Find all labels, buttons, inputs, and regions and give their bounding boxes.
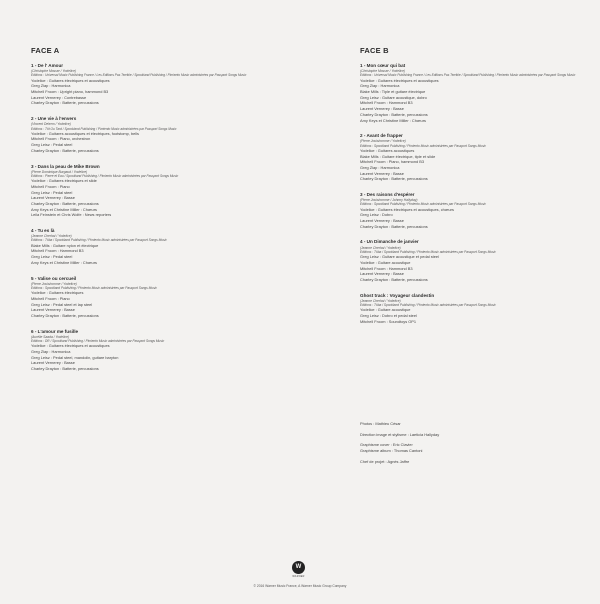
musician-credit: Charley Drayton : Batterie, percussions bbox=[360, 223, 428, 229]
track-writers: (Vincent Delerm / Yodelice) bbox=[31, 122, 71, 127]
musician-credit: Laurent Vernerey : Basse bbox=[360, 106, 404, 112]
track-editions: Editions : Spookland Publishing / Pimiento Music administrées par Passport Songs Music bbox=[360, 202, 486, 207]
track-writers: (Christophe Mosser / Yodelice) bbox=[360, 69, 406, 74]
face-a-column bbox=[31, 46, 271, 382]
musician-credit: Greg Leisz : Pedal steel et lap steel bbox=[31, 301, 93, 307]
track-entry bbox=[360, 63, 600, 123]
track-editions: Editions : Pierre et Eau / Spookland Publishing / Pimiento Music administrées par Passport Songs Music bbox=[31, 173, 179, 178]
track-writers: (Pierre Jouishomme / Yodelice) bbox=[360, 139, 406, 144]
musician-credit: Charley Drayton : Batterie, percussions bbox=[360, 111, 428, 117]
track-entry bbox=[360, 192, 600, 229]
track-title: 1 - Mon cœur qui bat bbox=[360, 63, 406, 68]
musician-credit: Laurent Vernerey : Basse bbox=[360, 170, 404, 176]
musician-credit: Greg Leisz : Pedal steel bbox=[31, 254, 73, 260]
face-b-track-list bbox=[360, 63, 600, 324]
track-entry bbox=[31, 276, 271, 319]
musician-credit: Charley Drayton : Batterie, percussions bbox=[31, 100, 99, 106]
track-title: Ghost track : Voyageur clandestin bbox=[360, 292, 435, 298]
musician-credit: Laurent Vernerey : Basse bbox=[360, 218, 404, 224]
track-writers: (Christophe Mosser / Yodelice) bbox=[31, 69, 77, 74]
musician-credit: Greg Leisz : Guitare acoustique, dobro bbox=[360, 94, 427, 100]
musician-credit: Amy Keys et Christine Miller : Chœurs bbox=[31, 206, 97, 212]
warner-logo-label: WARNER bbox=[292, 575, 305, 578]
track-writers: (Jeanne Cherhal / Yodelice) bbox=[360, 298, 401, 303]
track-entry bbox=[31, 63, 271, 106]
face-b-title: FACE B bbox=[360, 46, 389, 55]
face-b-column bbox=[360, 46, 600, 334]
musician-credit: Mitchell Froom : Hammond B3 bbox=[360, 265, 413, 271]
musician-credit: Greg Leisz : Pedal steel, mandolin, guitare baryton bbox=[31, 354, 119, 360]
musician-credit: Mitchell Froom : Soundtoys OP1 bbox=[360, 318, 417, 324]
musician-credit: Greg Zlap : Harmonica bbox=[31, 348, 71, 354]
musician-credit: Yodelice : Guitares acoustiques bbox=[360, 147, 415, 153]
album-credits bbox=[360, 421, 580, 465]
musician-credit: Laurent Vernerey : Basse bbox=[31, 195, 75, 201]
track-entry bbox=[360, 239, 600, 282]
track-title: 4 - Tu es là bbox=[31, 228, 55, 234]
musician-credit: Yodelice : Guitare acoustique bbox=[360, 307, 411, 313]
musician-credit: Yodelice : Guitares électriques et acoustiques bbox=[360, 77, 439, 83]
musician-credit: Mitchell Froom : Upright piano, hammond B3 bbox=[31, 89, 109, 95]
track-title: 6 - L'amour me fusille bbox=[31, 328, 79, 334]
face-a-track-list bbox=[31, 63, 271, 372]
musician-credit: Charley Drayton : Batterie, percussions bbox=[360, 176, 428, 182]
track-editions: Editions : Universal Music Publishing France / Les Editions Pas Terrible / Spookland Publishing / Pimiento Music administrées par Passport Songs Music bbox=[360, 73, 576, 78]
musician-credit: Mitchell Froom : Piano, hammond B3 bbox=[360, 159, 425, 165]
track-title: 2 - Une vie à l'envers bbox=[31, 116, 77, 122]
credit-photos: Photos : Mathieu César bbox=[360, 421, 401, 426]
track-entry bbox=[31, 164, 271, 219]
track-editions: Editions : Spookland Publishing / Pimiento Music administrées par Passport Songs Music bbox=[360, 143, 486, 148]
musician-credit: Greg Leisz : Pedal steel bbox=[31, 142, 73, 148]
musician-credit: Yodelice : Guitares acoustiques et électriques, footstomp, bells bbox=[31, 130, 139, 136]
track-entry bbox=[360, 133, 600, 182]
musician-credit: Yodelice : Guitares électriques et acoustiques bbox=[31, 77, 110, 83]
musician-credit: Yodelice : Guitares électriques et acoustiques, chœurs bbox=[360, 206, 454, 212]
track-writers: (Jeanne Cherhal / Yodelice) bbox=[31, 234, 72, 239]
credit-graphisme-album: Graphisme album : Thomas Cantoni bbox=[360, 448, 423, 454]
track-editions: Editions : Universal Music Publishing France / Les Editions Pas Terrible / Spookland Publishing / Pimiento Music administrées par Passport Songs Music bbox=[31, 73, 247, 78]
track-title: 4 - Un Dimanche de janvier bbox=[360, 239, 419, 245]
track-title: 3 - Des raisons d'espérer bbox=[360, 192, 415, 198]
track-entry bbox=[31, 329, 271, 372]
track-title: 3 - Dans la peau de Mike Brown bbox=[31, 163, 100, 169]
track-editions: Editions : Spookland Publishing / Pimiento Music administrées par Passport Songs Music bbox=[31, 285, 157, 290]
track-writers: (Jeanne Cherhal / Yodelice) bbox=[360, 245, 401, 250]
track-editions: Editions : Tôba / Spookland Publishing / Pimiento Music administrées par Passport Songs Music bbox=[31, 238, 167, 243]
track-entry bbox=[31, 228, 271, 265]
track-writers: (Aurélie Saada / Yodelice) bbox=[31, 334, 70, 339]
musician-credit: Yodelice : Guitares électriques et slide bbox=[31, 178, 97, 184]
track-editions: Editions : DR / Spookland Publishing / Pimiento Music administrées par Passport Songs Music bbox=[31, 339, 165, 344]
musician-credit: Leila Feinstein et Chris Wolfe : News reporters bbox=[31, 212, 112, 218]
musician-credit: Blake Mills : Guitare nylon et électrique bbox=[31, 242, 99, 248]
musician-credit: Yodelice : Guitares électriques et acoustiques bbox=[31, 343, 110, 349]
track-entry bbox=[31, 116, 271, 153]
musician-credit: Laurent Vernerey : Basse bbox=[360, 271, 404, 277]
musician-credit: Charley Drayton : Batterie, percussions bbox=[31, 147, 99, 153]
warner-logo-icon: W bbox=[292, 561, 305, 574]
credit-direction: Direction image et stylisme : Laeticia Hallyday bbox=[360, 431, 440, 437]
musician-credit: Greg Leisz : Pedal steel bbox=[31, 189, 73, 195]
musician-credit: Amy Keys et Christine Miller : Chœurs bbox=[31, 259, 97, 265]
credit-chef-projet: Chef de projet : Agnès Jaffre bbox=[360, 458, 410, 464]
musician-credit: Greg Zlap : Harmonica bbox=[31, 83, 71, 89]
musician-credit: Blake Mills : Guitare électrique, tiple et slide bbox=[360, 153, 436, 159]
musician-credit: Mitchell Froom : Piano bbox=[31, 295, 70, 301]
track-editions: Editions : Tôt Ou Tard / Spookland Publishing / Pimiento Music administrées par Passport Songs Music bbox=[31, 126, 177, 131]
track-editions: Editions : Tôba / Spookland Publishing / Pimiento Music administrées par Passport Songs Music bbox=[360, 303, 496, 308]
track-writers: (Pierre Jouishomme / Johnny Hallyday) bbox=[360, 198, 418, 203]
track-title: 1 - De l' Amour bbox=[31, 63, 64, 68]
musician-credit: Greg Leisz : Guitare acoustique et pedal steel bbox=[360, 254, 439, 260]
track-entry bbox=[360, 293, 600, 325]
track-writers: (Pierre Dominique Burgaud / Yodelice) bbox=[31, 169, 88, 174]
musician-credit: Mitchell Froom : Hammond B3 bbox=[360, 100, 413, 106]
musician-credit: Blake Mills : Tiple et guitare électrique bbox=[360, 89, 426, 95]
track-editions: Editions : Tôba / Spookland Publishing / Pimiento Music administrées par Passport Songs Music bbox=[360, 249, 496, 254]
track-writers: (Pierre Jouishomme / Yodelice) bbox=[31, 281, 77, 286]
track-title: 5 - Valise ou cercueil bbox=[31, 275, 77, 281]
musician-credit: Greg Leisz : Dobro et pedal steel bbox=[360, 312, 417, 318]
copyright-notice: © 2016 Warner Music France, A Warner Music Group Company bbox=[253, 584, 347, 588]
track-title: 2 - Avant de frapper bbox=[360, 133, 403, 139]
musician-credit: Charley Drayton : Batterie, percussions bbox=[360, 276, 428, 282]
musician-credit: Mitchell Froom : Hammond B3 bbox=[31, 248, 84, 254]
musician-credit: Charley Drayton : Batterie, percussions bbox=[31, 312, 99, 318]
credit-graphisme-cover: Graphisme cover : Eric Clavier bbox=[360, 442, 413, 448]
face-a-title: FACE A bbox=[31, 46, 60, 55]
musician-credit: Charley Drayton : Batterie, percussions bbox=[31, 366, 99, 372]
musician-credit: Laurent Vernerey : Basse bbox=[31, 360, 75, 366]
musician-credit: Mitchell Froom : Piano, orchestron bbox=[31, 136, 91, 142]
musician-credit: Amy Keys et Christine Miller : Chœurs bbox=[360, 117, 426, 123]
musician-credit: Greg Zlap : Harmonica bbox=[360, 164, 400, 170]
musician-credit: Yodelice : Guitare acoustique bbox=[360, 259, 411, 265]
musician-credit: Laurent Vernerey : Basse bbox=[31, 307, 75, 313]
musician-credit: Yodelice : Guitares électriques bbox=[31, 290, 84, 296]
musician-credit: Mitchell Froom : Piano bbox=[31, 183, 70, 189]
musician-credit: Greg Leisz : Dobro bbox=[360, 212, 393, 218]
musician-credit: Charley Drayton : Batterie, percussions bbox=[31, 200, 99, 206]
musician-credit: Laurent Vernerey : Contrebasse bbox=[31, 94, 87, 100]
musician-credit: Greg Zlap : Harmonica bbox=[360, 83, 400, 89]
